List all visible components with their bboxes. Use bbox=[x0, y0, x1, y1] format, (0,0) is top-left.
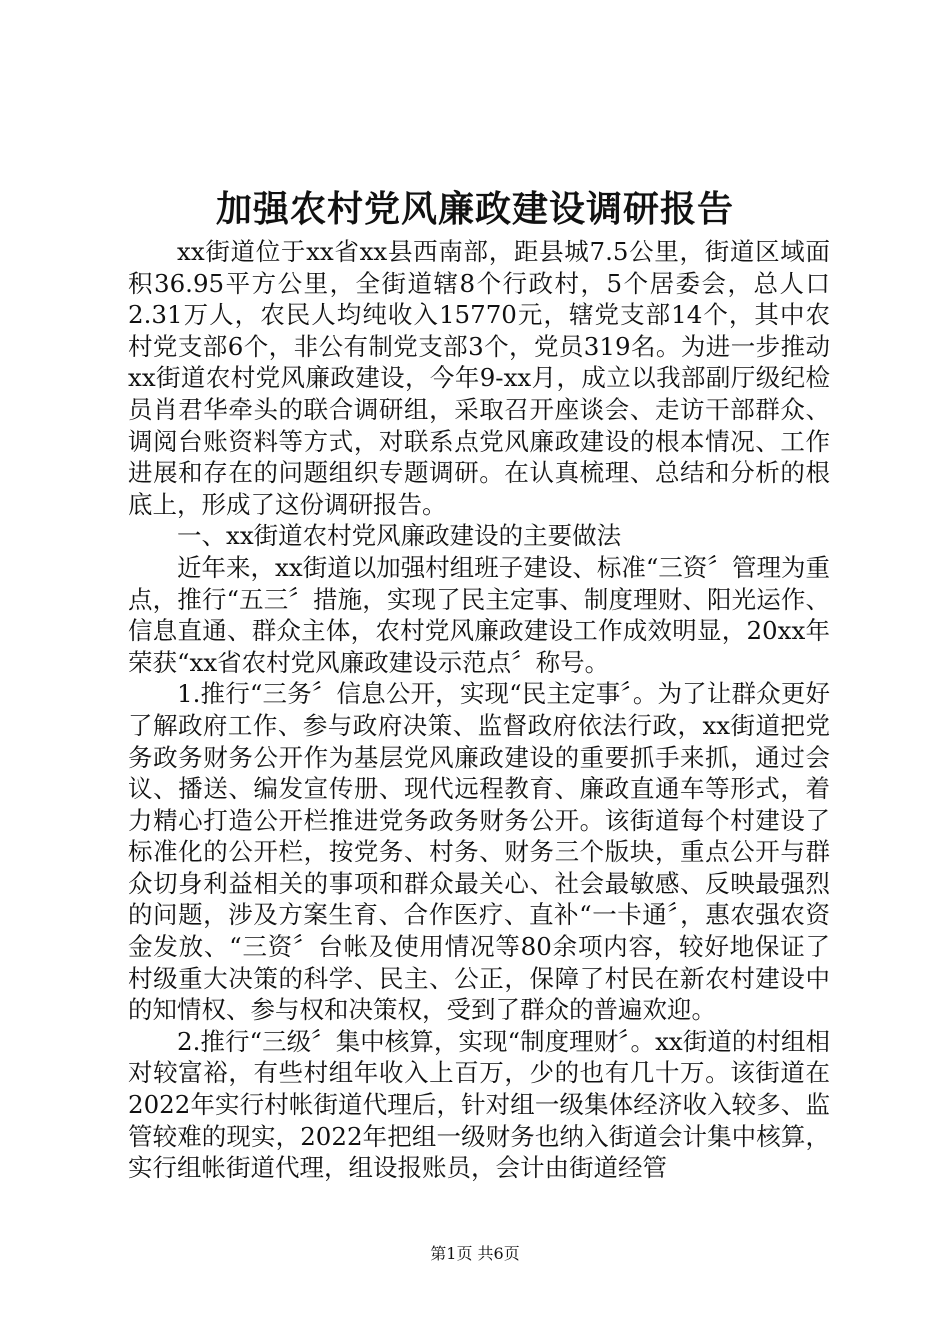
paragraph-item-1: 1.推行“三务〞信息公开，实现“民主定事〞。为了让群众更好了解政府工作、参与政府决策、监督政府依法行政，xx街道把党务政务财务公开作为基层党风廉政建设的重要抓手来抓，通过会议、播送、编发宣传册、现代远程教育、廉政直通车等形式，着力精心打造公开栏推进党务政务财务公开。该街道每个村建设了标准化的公开栏，按党务、村务、财务三个版块，重点公开与群众切身利益相关的事项和群众最关心、社会最敏感、反映最强烈的问题，涉及方案生育、合作医疗、直补“一卡通〞，惠农强农资金发放、“三资〞台帐及使用情况等80余项内容，较好地保证了村级重大决策的科学、民主、公正，保障了村民在新农村建设中的知情权、参与权和决策权，受到了群众的普遍欢迎。 bbox=[128, 679, 830, 1025]
paragraph-item-2: 2.推行“三级〞集中核算，实现“制度理财〞。xx街道的村组相对较富裕，有些村组年收入上百万，少的也有几十万。该街道在2022年实行村帐街道代理后，针对组一级集体经济收入较多、监管较难的现实，2022年把组一级财务也纳入街道会计集中核算，实行组帐街道代理，组设报账员，会计由街道经管 bbox=[128, 1026, 830, 1183]
paragraph-intro: xx街道位于xx省xx县西南部，距县城7.5公里，街道区域面积36.95平方公里，全街道辖8个行政村，5个居委会，总人口2.31万人，农民人均纯收入15770元，辖党支部14个，其中农村党支部6个，非公有制党支部3个，党员319名。为进一步推动xx街道农村党风廉政建设，今年9-xx月，成立以我部副厅级纪检员肖君华牵头的联合调研组，采取召开座谈会、走访干部群众、调阅台账资料等方式，对联系点党风廉政建设的根本情况、工作进展和存在的问题组织专题调研。在认真梳理、总结和分析的根底上，形成了这份调研报告。 bbox=[128, 237, 830, 519]
paragraph-overview: 近年来，xx街道以加强村组班子建设、标准“三资〞管理为重点，推行“五三〞措施，实现了民主定事、制度理财、阳光运作、信息直通、群众主体，农村党风廉政建设工作成效明显，20xx年荣获“xx省农村党风廉政建设示范点〞称号。 bbox=[128, 552, 830, 677]
section-heading: 一、xx街道农村党风廉政建设的主要做法 bbox=[177, 521, 622, 551]
document-body bbox=[128, 236, 830, 1184]
document-title: 加强农村党风廉政建设调研报告 bbox=[215, 188, 734, 230]
page-number-footer: 第1页 共6页 bbox=[430, 1244, 520, 1263]
